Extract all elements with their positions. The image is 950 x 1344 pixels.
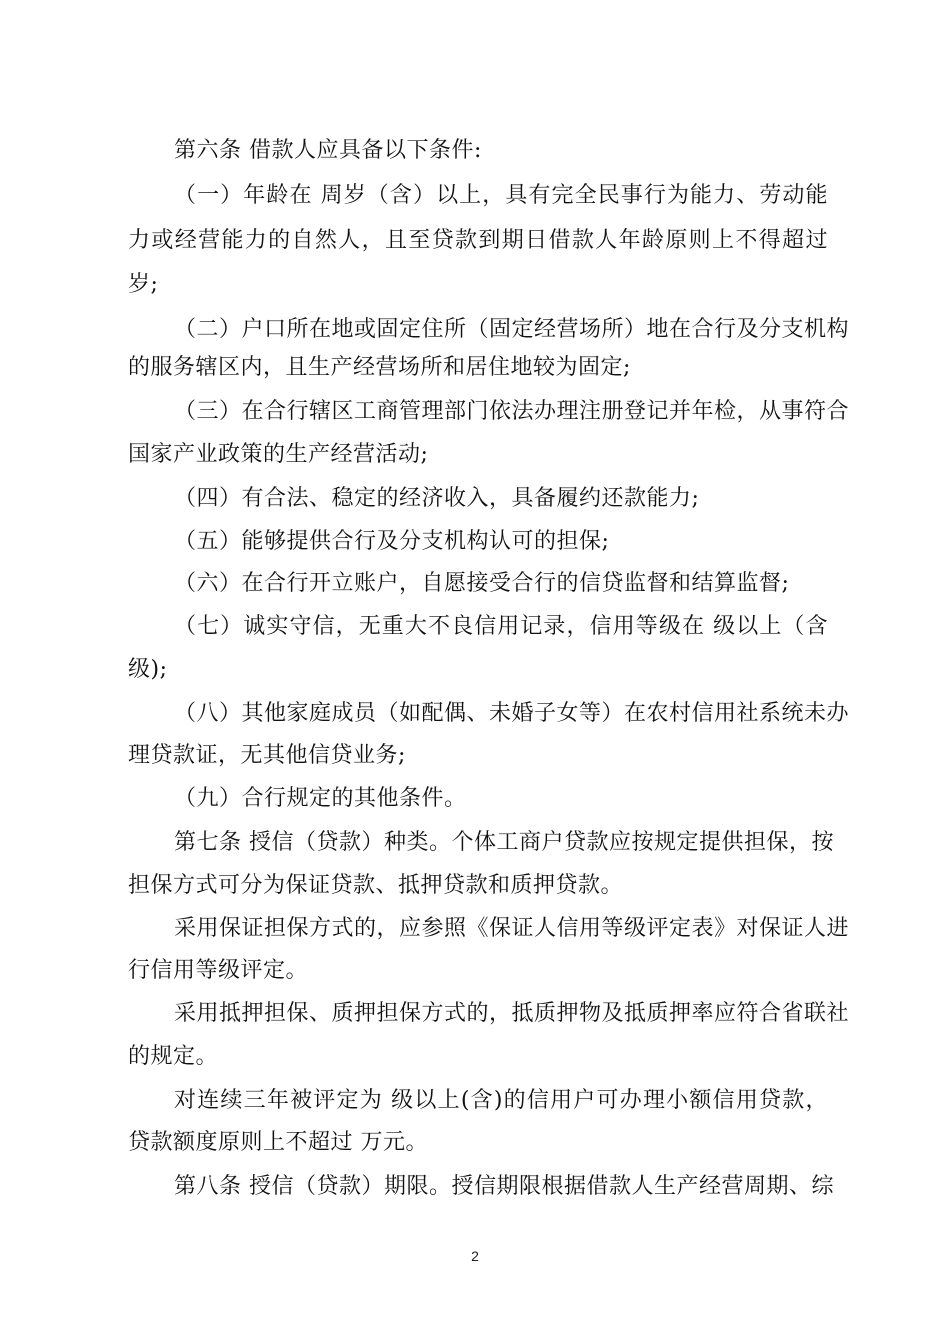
clause-8-line-2: 理贷款证，无其他信贷业务; (128, 743, 406, 768)
clause-8-line-1: （八）其他家庭成员（如配偶、未婚子女等）在农村信用社系统未办 (174, 701, 850, 726)
clause-6: （六）在合行开立账户，自愿接受合行的信贷监督和结算监督; (174, 571, 790, 596)
credit-loan-paragraph-line-2: 贷款额度原则上不超过 万元。 (128, 1130, 428, 1155)
pledge-paragraph-line-2: 的规定。 (128, 1044, 219, 1069)
clause-4: （四）有合法、稳定的经济收入，具备履约还款能力; (174, 486, 700, 511)
pledge-paragraph-line-1: 采用抵押担保、质押担保方式的，抵质押物及抵质押率应符合省联社 (174, 1001, 850, 1026)
clause-3-line-1: （三）在合行辖区工商管理部门依法办理注册登记并年检，从事符合 (174, 399, 850, 424)
clause-1-line-3: 岁; (128, 272, 159, 297)
clause-2-line-2: 的服务辖区内，且生产经营场所和居住地较为固定; (128, 355, 631, 380)
clause-9: （九）合行规定的其他条件。 (174, 786, 467, 811)
article-6-heading: 第六条 借款人应具备以下条件: (174, 138, 482, 163)
article-7-line-1: 第七条 授信（贷款）种类。个体工商户贷款应按规定提供担保，按 (174, 830, 834, 855)
clause-3-line-2: 国家产业政策的生产经营活动; (128, 442, 429, 467)
clause-7-line-2: 级); (128, 657, 168, 682)
clause-5: （五）能够提供合行及分支机构认可的担保; (174, 529, 610, 554)
clause-1-line-1: （一）年龄在 周岁（含）以上，具有完全民事行为能力、劳动能 (174, 183, 828, 208)
clause-2-line-1: （二）户口所在地或固定住所（固定经营场所）地在合行及分支机构 (174, 317, 850, 342)
clause-1-line-2: 力或经营能力的自然人，且至贷款到期日借款人年龄原则上不得超过 (128, 228, 828, 253)
guarantee-paragraph-line-1: 采用保证担保方式的，应参照《保证人信用等级评定表》对保证人进 (174, 916, 850, 941)
article-8-line-1: 第八条 授信（贷款）期限。授信期限根据借款人生产经营周期、综 (174, 1174, 834, 1199)
credit-loan-paragraph-line-1: 对连续三年被评定为 级以上(含)的信用户可办理小额信用贷款， (174, 1088, 828, 1113)
guarantee-paragraph-line-2: 行信用等级评定。 (128, 958, 309, 983)
page-number: 2 (471, 1248, 479, 1264)
article-7-line-2: 担保方式可分为保证贷款、抵押贷款和质押贷款。 (128, 873, 624, 898)
clause-7-line-1: （七）诚实守信，无重大不良信用记录，信用等级在 级以上（含 (174, 614, 828, 639)
